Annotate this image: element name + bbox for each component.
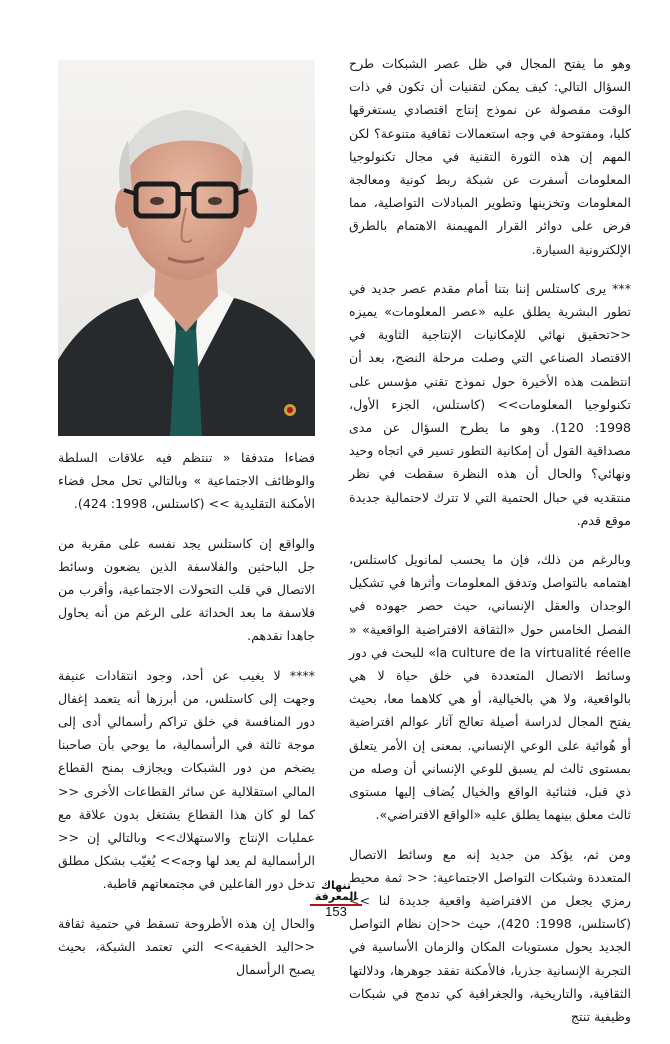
paragraph: **** لا يغيب عن أحد، وجود انتقادات عنيفة وجهت إلى كاستلس، من أبرزها أنه يتعمد إغفال دور المنافسة في خلق تراكم رأسمالي أدى إلى موجة ثالثة في الرأسمالية، ما يوحي بأن صاحبنا يضخم من دور الشبكات ويجازف بمنح القطاع المالي استقلالية عن سائر القطاعات الأخرى << كما لو كان هذا القطاع يشتغل بدون علاقة مع عمليات الإنتاج والاستهلاك>> وبالتالي إن << الرأسمالية لم يعد لها وجه>> يُغيّب بشكل مطلق تدخل دور الفاعلين في مجتمعاتهم قاطبة. xyxy=(58,667,315,892)
paragraph: والحال إن هذه الأطروحة تسقط في حتمية ثقافة <<اليد الخفية>> التي تعتمد الشبكة، بحيث يصبح الرأسمال xyxy=(58,915,315,978)
magazine-logo: تنهاك المعرفة xyxy=(310,880,362,906)
paragraph: فضاءا متدفقا « تنتظم فيه علاقات السلطة والوظائف الاجتماعية » وبالتالي تحل محل فضاء الأمكنة التقليدية >> (كاستلس، 1998: 424). xyxy=(58,450,315,512)
paragraph: وبالرغم من ذلك، فإن ما يحسب لمانويل كاستلس، اهتمامه بالتواصل وتدفق المعلومات وأثرها في تشكيل الوجدان والعقل الإنساني، حيث حصر جهوده في الفصل الخامس حول «الثقافة الافتراضية الواقعية» « la culture de la virtualité réelle» للبحث في دور وسائط الاتصال المتعددة في خلق حياة لا هي بالواقعية، ولا هي بالخيالية، أو هي كلاهما معا، بحيث يفتح المجال لدراسة أصيلة تعالج آثار عوالم افتراضية أو هُوائية على الوعي الإنساني. بمعنى إن الأمر يتعلق بمستوى ثالث لم يسبق للوعي الإنساني أن وصله من ذي قبل، فثنائية الواقع والخيال يُضاف إليها مستوى ثالث معلق بينهما يطلق عليه «الواقع الافتراضي». xyxy=(349,552,631,823)
paragraph: وهو ما يفتح المجال في ظل عصر الشبكات طرح السؤال التالي: كيف يمكن لتقنيات أن تكون في ذات الوقت مفصولة عن نموذج إنتاج اقتصادي يستغرقها كليا، ومفتوحة في وجه استعمالات ثقافية متنوعة؟ لكن المهم إن هذه الثورة التقنية في مجال تكنولوجيا المعلومات أسفرت عن شبكة ربط كونية ومعالجة المعلومات وتخزينها وتطوير المبادلات التواصلية، مما فرض على دوائر القرار المهيمنة الاهتمام بالطرق الإلكترونية السيارة. xyxy=(349,56,631,257)
page-number: 153 xyxy=(325,904,347,919)
portrait-photo xyxy=(58,60,315,436)
paragraph: والواقع إن كاستلس يجد نفسه على مقربة من جل الباحثين والفلاسفة الذين يضعون وسائط الاتصال في قلب التحولات الاجتماعية، وأقرب من فلاسفة ما بعد الحداثة على الرغم من أنه يحاول جاهدا نقدهم. xyxy=(58,535,315,644)
paragraph: ومن ثم، يؤكد من جديد إنه مع وسائط الاتصال المتعددة وشبكات التواصل الاجتماعية: << ثمة محيط رمزي يجعل من الافتراضية واقعية جديدة لنا >> (كاستلس، 1998: 420)، حيث <<إن نظام التواصل الجديد يحول مستويات المكان والزمان الأساسية في التجربة الإنسانية جذريا، فالأمكنة تفقد جوهرها، ودلالتها الثقافية، والتاريخية، والجغرافية كي تدمج في شبكات وظيفية تنتج xyxy=(349,846,631,1024)
article-right-column xyxy=(349,52,631,1044)
paragraph: *** يرى كاستلس إننا بتنا أمام مقدم عصر جديد في تطور البشرية يطلق عليه «عصر المعلومات» يميزه <<تحقيق نهائي للإمكانيات الإنتاجية الثاوية في الاقتصاد الصناعي التي وصلت مرحلة النضج، بعد أن انتظمت هذه الأخيرة حول نموذج تقني مؤسس على تكنولوجيا المعلومات>> (كاستلس، الجزء الأول، 1998: 120). وهو ما يطرح السؤال عن مدى مصداقية القول أن إمكانية التطور تسير في اتجاه وحيد ونهائي؟ والحال أن هذه النظرة سقطت في نظر منتقديه في حبال الحتمية التي لا تترك لاحتمالية جديدة موقع قدم. xyxy=(349,280,632,528)
article-left-column xyxy=(58,446,315,997)
